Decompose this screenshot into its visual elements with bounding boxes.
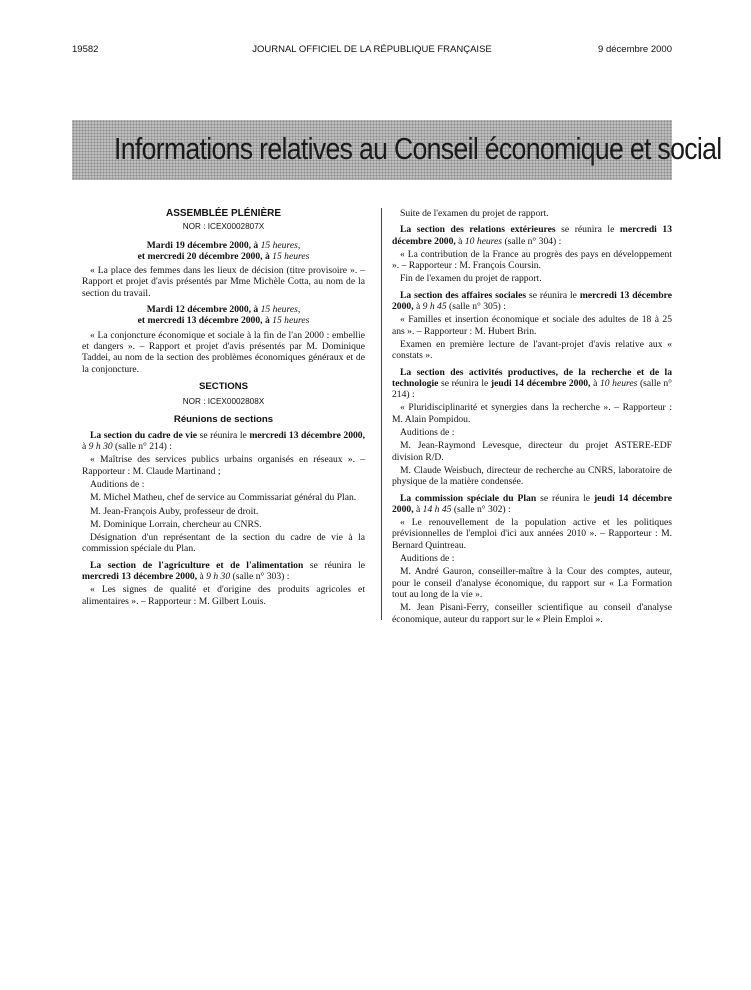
cadre-auditions-label: Auditions de : [90,478,145,490]
assemblee-nor: NOR : ICEX0002807X [182,222,265,232]
plan-audition: M. Jean Pisani-Ferry, conseiller scientifique au conseil d'analyse économique, auteur du rapport sur le « Plein Emploi ». [392,602,672,625]
plan-auditions-label: Auditions de : [400,553,455,565]
cadre-designation: Désignation d'un représentant de la section du cadre de vie à la commission spéciale du Plan. [82,532,365,555]
banner-title: Informations relatives au Conseil économique et social [114,131,722,166]
session-1-text: « La place des femmes dans les lieux de décision (titre provisoire ». – Rapport et projet d'avis présentés par Mme Michèle Cotta, au nom de la section du travail. [82,265,365,299]
sections-heading: SECTIONS [198,380,249,392]
agriculture-topic: « Les signes de qualité et d'origine des produits agricoles et alimentaires ». – Rapporteur : M. Gilbert Louis. [82,584,365,607]
page-number: 19582 [72,44,99,55]
plan-audition: M. André Gauron, conseiller-maître à la Cour des comptes, auteur, pour le conseil d'analyse économique, du rapport sur « La Formation tout au long de la vie ». [392,566,672,600]
journal-title: JOURNAL OFFICIEL DE LA RÉPUBLIQUE FRANÇAISE [252,44,492,55]
cadre-intro: La section du cadre de vie se réunira le mercredi 13 décembre 2000, à 9 h 30 (salle n° 214) : [82,429,365,453]
productives-audition: M. Claude Weisbuch, directeur de recherche au CNRS, laboratoire de physique de la matière condensée. [392,464,672,488]
reunions-subheading: Réunions de sections [173,414,274,426]
session-1-date-2: et mercredi 20 décembre 2000, à 15 heures [137,250,310,262]
productives-intro: La section des activités productives, de la recherche et de la technologie se réunira le jeudi 14 décembre 2000, à 10 heures (salle n° 214) : [392,366,672,401]
sociales-exam: Examen en première lecture de l'avant-projet d'avis relative aux « constats ». [392,338,672,362]
cadre-topic: « Maîtrise des services publics urbains organisés en réseaux ». – Rapporteur : M. Claude Martinand ; [82,454,365,477]
relations-topic: « La contribution de la France au progrès des pays en développement ». – Rapporteur : M. François Coursin. [392,248,672,272]
title-banner [72,120,722,180]
session-2-text: « La conjoncture économique et sociale à la fin de l'an 2000 : embellie et dangers ». – Rapport et projet d'avis présentés par M. Dominique Taddei, au nom de la section des problèmes économiques généraux et de la conjoncture. [82,329,365,375]
productives-audition: M. Jean-Raymond Levesque, directeur du projet ASTERE-EDF division R/D. [392,440,672,463]
sociales-intro: La section des affaires sociales se réunira le mercredi 13 décembre 2000, à 9 h 45 (salle n° 305) : [392,289,672,313]
column-divider [381,208,382,620]
running-header [72,44,672,58]
relations-end: Fin de l'examen du projet de rapport. [400,273,542,285]
agriculture-intro: La section de l'agriculture et de l'alimentation se réunira le mercredi 13 décembre 2000, à 9 h 30 (salle n° 303) : [82,559,365,583]
relations-intro: La section des relations extérieures se réunira le mercredi 13 décembre 2000, à 10 heures (salle n° 304) : [392,224,672,247]
plan-intro: La commission spéciale du Plan se réunira le jeudi 14 décembre 2000, à 14 h 45 (salle n° 302) : [392,492,672,515]
productives-auditions-label: Auditions de : [400,427,455,439]
session-1-date-1: Mardi 19 décembre 2000, à 15 heures, [146,239,301,251]
sections-nor: NOR : ICEX0002808X [182,397,265,407]
issue-date: 9 décembre 2000 [598,44,672,55]
left-column [82,208,365,609]
sociales-topic: « Familles et insertion économique et sociale des adultes de 18 à 25 ans ». – Rapporteur : M. Hubert Brin. [392,314,672,337]
session-2-date-1: Mardi 12 décembre 2000, à 15 heures, [146,304,301,316]
cadre-audition: M. Jean-François Auby, professeur de droit. [90,505,259,517]
assemblee-heading: ASSEMBLÉE PLÉNIÈRE [165,208,282,219]
session-2-date-2: et mercredi 13 décembre 2000, à 15 heures [137,315,310,327]
plan-topic: « Le renouvellement de la population active et les politiques prévisionnelles de l'emploi d'ici aux années 2010 ». – Rapporteur : M. Bernard Quintreau. [392,517,672,551]
productives-topic: « Pluridisciplinarité et synergies dans la recherche ». – Rapporteur : M. Alain Pompidou. [392,402,672,425]
cadre-audition: M. Dominique Lorrain, chercheur au CNRS. [90,518,262,530]
right-column [392,208,672,627]
agriculture-continuation: Suite de l'examen du projet de rapport. [400,208,549,219]
cadre-audition: M. Michel Matheu, chef de service au Commissariat général du Plan. [90,492,357,504]
